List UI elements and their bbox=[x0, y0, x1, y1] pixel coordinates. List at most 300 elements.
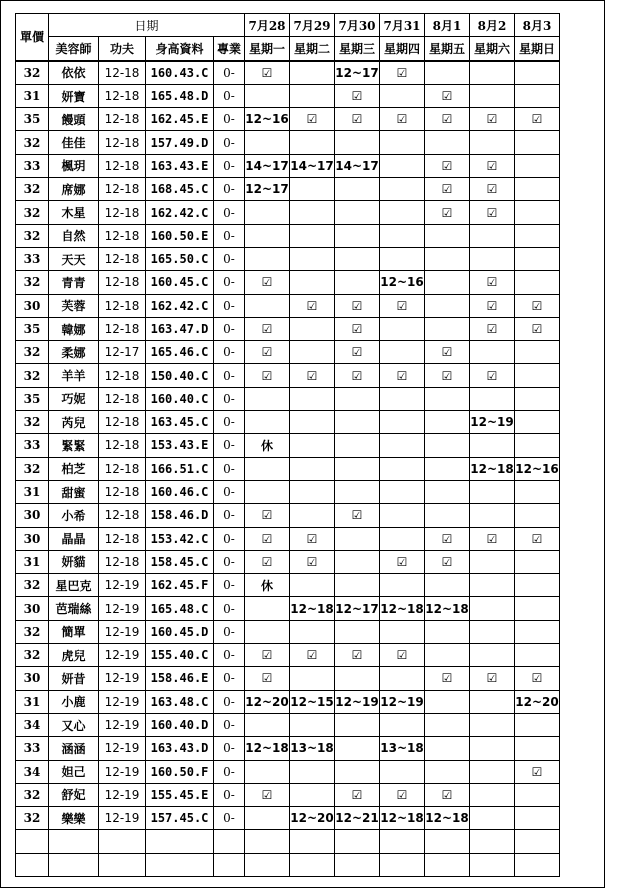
schedule-slot bbox=[380, 178, 425, 201]
header-beautician: 美容師 bbox=[49, 37, 99, 61]
price-cell: 30 bbox=[16, 597, 49, 620]
schedule-slot bbox=[515, 713, 560, 736]
schedule-slot: 12~18 bbox=[425, 597, 470, 620]
schedule-slot bbox=[470, 644, 515, 667]
schedule-slot bbox=[290, 387, 335, 410]
schedule-slot bbox=[290, 84, 335, 107]
price-cell: 34 bbox=[16, 760, 49, 783]
schedule-slot bbox=[515, 737, 560, 760]
schedule-slot: 12~17 bbox=[335, 597, 380, 620]
schedule-table bbox=[15, 13, 560, 877]
specialty-cell: 0- bbox=[214, 224, 245, 247]
table-row bbox=[16, 201, 560, 224]
kungfu-cell: 12-18 bbox=[99, 224, 146, 247]
schedule-slot: 12~16 bbox=[380, 271, 425, 294]
beautician-name: 青青 bbox=[49, 271, 99, 294]
header-date-group: 日期 bbox=[49, 14, 245, 37]
price-cell: 32 bbox=[16, 783, 49, 806]
beautician-name: 簡單 bbox=[49, 620, 99, 643]
schedule-slot bbox=[425, 387, 470, 410]
kungfu-cell: 12-18 bbox=[99, 434, 146, 457]
price-cell: 30 bbox=[16, 667, 49, 690]
kungfu-cell: 12-19 bbox=[99, 760, 146, 783]
table-row bbox=[16, 783, 560, 806]
header-weekday: 星期二 bbox=[290, 37, 335, 61]
specialty-cell: 0- bbox=[214, 294, 245, 317]
schedule-slot bbox=[425, 131, 470, 154]
schedule-slot bbox=[290, 411, 335, 434]
schedule-slot bbox=[335, 457, 380, 480]
empty-row bbox=[16, 830, 560, 853]
checkbox-icon: ☑ bbox=[335, 783, 380, 806]
table-row bbox=[16, 364, 560, 387]
schedule-slot bbox=[335, 550, 380, 573]
specialty-cell: 0- bbox=[214, 737, 245, 760]
price-cell: 30 bbox=[16, 294, 49, 317]
schedule-slot bbox=[290, 713, 335, 736]
schedule-slot: 14~17 bbox=[335, 154, 380, 177]
schedule-slot bbox=[335, 760, 380, 783]
empty-cell bbox=[335, 830, 380, 853]
price-cell: 35 bbox=[16, 317, 49, 340]
schedule-slot: 12~18 bbox=[425, 807, 470, 830]
schedule-slot: 12~16 bbox=[245, 108, 290, 131]
beautician-name: 虎兒 bbox=[49, 644, 99, 667]
checkbox-icon: ☑ bbox=[380, 364, 425, 387]
profile-cell: 157.49.D bbox=[146, 131, 214, 154]
profile-cell: 163.45.C bbox=[146, 411, 214, 434]
table-row bbox=[16, 317, 560, 340]
empty-cell bbox=[425, 853, 470, 876]
schedule-slot bbox=[290, 317, 335, 340]
empty-cell bbox=[99, 830, 146, 853]
schedule-slot: 休 bbox=[245, 434, 290, 457]
header-kungfu: 功夫 bbox=[99, 37, 146, 61]
checkbox-icon: ☑ bbox=[245, 667, 290, 690]
kungfu-cell: 12-18 bbox=[99, 411, 146, 434]
schedule-slot bbox=[380, 317, 425, 340]
schedule-slot bbox=[425, 690, 470, 713]
checkbox-icon: ☑ bbox=[290, 294, 335, 317]
table-row bbox=[16, 61, 560, 85]
schedule-slot bbox=[470, 224, 515, 247]
price-cell: 33 bbox=[16, 247, 49, 270]
header-weekday: 星期日 bbox=[515, 37, 560, 61]
schedule-slot bbox=[515, 620, 560, 643]
header-weekday: 星期五 bbox=[425, 37, 470, 61]
schedule-slot bbox=[470, 597, 515, 620]
beautician-name: 小希 bbox=[49, 504, 99, 527]
schedule-slot: 12~17 bbox=[335, 61, 380, 85]
schedule-slot bbox=[470, 247, 515, 270]
header-date: 7月31 bbox=[380, 14, 425, 37]
price-cell: 32 bbox=[16, 574, 49, 597]
schedule-slot bbox=[245, 247, 290, 270]
schedule-slot bbox=[515, 224, 560, 247]
schedule-slot bbox=[335, 574, 380, 597]
schedule-slot bbox=[470, 84, 515, 107]
schedule-slot bbox=[380, 131, 425, 154]
kungfu-cell: 12-19 bbox=[99, 737, 146, 760]
specialty-cell: 0- bbox=[214, 108, 245, 131]
specialty-cell: 0- bbox=[214, 667, 245, 690]
schedule-slot bbox=[335, 131, 380, 154]
table-row bbox=[16, 504, 560, 527]
profile-cell: 166.51.C bbox=[146, 457, 214, 480]
beautician-name: 星巴克 bbox=[49, 574, 99, 597]
schedule-slot bbox=[515, 131, 560, 154]
schedule-slot bbox=[245, 760, 290, 783]
price-cell: 30 bbox=[16, 527, 49, 550]
checkbox-icon: ☑ bbox=[245, 341, 290, 364]
checkbox-icon: ☑ bbox=[470, 108, 515, 131]
beautician-name: 晶晶 bbox=[49, 527, 99, 550]
schedule-slot bbox=[515, 61, 560, 85]
schedule-slot bbox=[470, 783, 515, 806]
checkbox-icon: ☑ bbox=[245, 783, 290, 806]
beautician-name: 柏芝 bbox=[49, 457, 99, 480]
schedule-slot bbox=[290, 434, 335, 457]
checkbox-icon: ☑ bbox=[380, 644, 425, 667]
empty-cell bbox=[245, 830, 290, 853]
schedule-slot bbox=[425, 737, 470, 760]
empty-cell bbox=[515, 853, 560, 876]
schedule-slot bbox=[290, 504, 335, 527]
header-date: 8月1 bbox=[425, 14, 470, 37]
schedule-slot bbox=[515, 550, 560, 573]
beautician-name: 緊緊 bbox=[49, 434, 99, 457]
empty-cell bbox=[49, 830, 99, 853]
kungfu-cell: 12-18 bbox=[99, 84, 146, 107]
schedule-slot bbox=[245, 84, 290, 107]
schedule-slot bbox=[380, 527, 425, 550]
checkbox-icon: ☑ bbox=[470, 178, 515, 201]
beautician-name: 妍貓 bbox=[49, 550, 99, 573]
price-cell: 35 bbox=[16, 387, 49, 410]
schedule-slot bbox=[515, 364, 560, 387]
price-cell: 35 bbox=[16, 108, 49, 131]
schedule-slot bbox=[425, 644, 470, 667]
price-cell: 31 bbox=[16, 690, 49, 713]
profile-cell: 160.45.D bbox=[146, 620, 214, 643]
checkbox-icon: ☑ bbox=[245, 317, 290, 340]
schedule-slot bbox=[335, 667, 380, 690]
schedule-slot bbox=[515, 504, 560, 527]
schedule-slot bbox=[290, 61, 335, 85]
kungfu-cell: 12-19 bbox=[99, 620, 146, 643]
kungfu-cell: 12-19 bbox=[99, 783, 146, 806]
checkbox-icon: ☑ bbox=[515, 760, 560, 783]
schedule-slot bbox=[515, 783, 560, 806]
price-cell: 32 bbox=[16, 807, 49, 830]
specialty-cell: 0- bbox=[214, 457, 245, 480]
specialty-cell: 0- bbox=[214, 387, 245, 410]
profile-cell: 163.48.C bbox=[146, 690, 214, 713]
specialty-cell: 0- bbox=[214, 271, 245, 294]
profile-cell: 157.45.C bbox=[146, 807, 214, 830]
beautician-name: 天天 bbox=[49, 247, 99, 270]
beautician-name: 依依 bbox=[49, 61, 99, 85]
checkbox-icon: ☑ bbox=[290, 364, 335, 387]
specialty-cell: 0- bbox=[214, 201, 245, 224]
profile-cell: 160.40.D bbox=[146, 713, 214, 736]
specialty-cell: 0- bbox=[214, 504, 245, 527]
checkbox-icon: ☑ bbox=[335, 504, 380, 527]
kungfu-cell: 12-19 bbox=[99, 644, 146, 667]
price-cell: 32 bbox=[16, 131, 49, 154]
checkbox-icon: ☑ bbox=[470, 364, 515, 387]
table-row bbox=[16, 294, 560, 317]
schedule-slot bbox=[335, 620, 380, 643]
profile-cell: 153.42.C bbox=[146, 527, 214, 550]
price-cell: 32 bbox=[16, 364, 49, 387]
checkbox-icon: ☑ bbox=[290, 644, 335, 667]
beautician-name: 柔娜 bbox=[49, 341, 99, 364]
schedule-slot: 休 bbox=[245, 574, 290, 597]
schedule-slot bbox=[470, 341, 515, 364]
checkbox-icon: ☑ bbox=[425, 154, 470, 177]
profile-cell: 163.43.D bbox=[146, 737, 214, 760]
table-row bbox=[16, 178, 560, 201]
checkbox-icon: ☑ bbox=[335, 294, 380, 317]
schedule-slot bbox=[380, 574, 425, 597]
schedule-slot bbox=[245, 713, 290, 736]
header-date: 7月28 bbox=[245, 14, 290, 37]
schedule-slot: 12~16 bbox=[515, 457, 560, 480]
checkbox-icon: ☑ bbox=[470, 154, 515, 177]
specialty-cell: 0- bbox=[214, 247, 245, 270]
checkbox-icon: ☑ bbox=[425, 550, 470, 573]
header-profile: 身高資料 bbox=[146, 37, 214, 61]
empty-cell bbox=[380, 830, 425, 853]
empty-cell bbox=[16, 853, 49, 876]
profile-cell: 163.43.E bbox=[146, 154, 214, 177]
schedule-slot bbox=[290, 201, 335, 224]
checkbox-icon: ☑ bbox=[245, 504, 290, 527]
checkbox-icon: ☑ bbox=[470, 271, 515, 294]
beautician-name: 佳佳 bbox=[49, 131, 99, 154]
kungfu-cell: 12-18 bbox=[99, 364, 146, 387]
schedule-slot: 13~18 bbox=[290, 737, 335, 760]
schedule-slot bbox=[335, 387, 380, 410]
profile-cell: 155.40.C bbox=[146, 644, 214, 667]
schedule-slot bbox=[515, 247, 560, 270]
profile-cell: 165.50.C bbox=[146, 247, 214, 270]
table-row bbox=[16, 457, 560, 480]
specialty-cell: 0- bbox=[214, 61, 245, 85]
beautician-name: 巧妮 bbox=[49, 387, 99, 410]
checkbox-icon: ☑ bbox=[425, 108, 470, 131]
table-row bbox=[16, 574, 560, 597]
header-price: 單價 bbox=[16, 14, 49, 61]
profile-cell: 160.43.C bbox=[146, 61, 214, 85]
kungfu-cell: 12-18 bbox=[99, 457, 146, 480]
schedule-slot bbox=[470, 760, 515, 783]
checkbox-icon: ☑ bbox=[380, 61, 425, 85]
checkbox-icon: ☑ bbox=[335, 317, 380, 340]
price-cell: 33 bbox=[16, 737, 49, 760]
price-cell: 34 bbox=[16, 713, 49, 736]
kungfu-cell: 12-18 bbox=[99, 131, 146, 154]
profile-cell: 163.47.D bbox=[146, 317, 214, 340]
table-row bbox=[16, 341, 560, 364]
header-specialty: 專業 bbox=[214, 37, 245, 61]
table-row bbox=[16, 84, 560, 107]
schedule-slot bbox=[515, 434, 560, 457]
schedule-slot bbox=[380, 480, 425, 503]
schedule-slot bbox=[515, 807, 560, 830]
specialty-cell: 0- bbox=[214, 84, 245, 107]
schedule-slot bbox=[290, 271, 335, 294]
checkbox-icon: ☑ bbox=[335, 644, 380, 667]
profile-cell: 155.45.E bbox=[146, 783, 214, 806]
schedule-slot bbox=[290, 760, 335, 783]
checkbox-icon: ☑ bbox=[290, 550, 335, 573]
schedule-slot bbox=[245, 480, 290, 503]
kungfu-cell: 12-19 bbox=[99, 597, 146, 620]
kungfu-cell: 12-18 bbox=[99, 247, 146, 270]
kungfu-cell: 12-18 bbox=[99, 201, 146, 224]
beautician-name: 楓玥 bbox=[49, 154, 99, 177]
price-cell: 32 bbox=[16, 341, 49, 364]
header-weekday: 星期六 bbox=[470, 37, 515, 61]
price-cell: 32 bbox=[16, 201, 49, 224]
empty-cell bbox=[16, 830, 49, 853]
schedule-slot bbox=[515, 178, 560, 201]
kungfu-cell: 12-18 bbox=[99, 108, 146, 131]
schedule-slot bbox=[515, 387, 560, 410]
schedule-slot bbox=[425, 247, 470, 270]
checkbox-icon: ☑ bbox=[425, 178, 470, 201]
profile-cell: 162.42.C bbox=[146, 201, 214, 224]
schedule-slot bbox=[290, 620, 335, 643]
checkbox-icon: ☑ bbox=[425, 84, 470, 107]
price-cell: 31 bbox=[16, 550, 49, 573]
empty-cell bbox=[515, 830, 560, 853]
beautician-name: 饅頭 bbox=[49, 108, 99, 131]
kungfu-cell: 12-18 bbox=[99, 480, 146, 503]
price-cell: 32 bbox=[16, 61, 49, 85]
table-row bbox=[16, 644, 560, 667]
schedule-slot bbox=[335, 247, 380, 270]
price-cell: 32 bbox=[16, 178, 49, 201]
schedule-slot bbox=[335, 201, 380, 224]
kungfu-cell: 12-19 bbox=[99, 713, 146, 736]
schedule-slot bbox=[335, 434, 380, 457]
schedule-slot bbox=[470, 387, 515, 410]
checkbox-icon: ☑ bbox=[470, 294, 515, 317]
beautician-name: 芮兒 bbox=[49, 411, 99, 434]
kungfu-cell: 12-18 bbox=[99, 271, 146, 294]
schedule-slot bbox=[515, 271, 560, 294]
beautician-name: 妍寶 bbox=[49, 84, 99, 107]
specialty-cell: 0- bbox=[214, 480, 245, 503]
schedule-slot bbox=[470, 737, 515, 760]
schedule-slot bbox=[425, 434, 470, 457]
checkbox-icon: ☑ bbox=[425, 201, 470, 224]
checkbox-icon: ☑ bbox=[425, 364, 470, 387]
profile-cell: 160.50.E bbox=[146, 224, 214, 247]
empty-cell bbox=[99, 853, 146, 876]
checkbox-icon: ☑ bbox=[425, 667, 470, 690]
beautician-name: 甜蜜 bbox=[49, 480, 99, 503]
schedule-slot bbox=[425, 760, 470, 783]
schedule-slot bbox=[380, 84, 425, 107]
kungfu-cell: 12-18 bbox=[99, 387, 146, 410]
checkbox-icon: ☑ bbox=[515, 667, 560, 690]
specialty-cell: 0- bbox=[214, 620, 245, 643]
schedule-slot bbox=[425, 620, 470, 643]
schedule-slot: 12~18 bbox=[290, 597, 335, 620]
schedule-slot: 14~17 bbox=[290, 154, 335, 177]
schedule-slot bbox=[515, 411, 560, 434]
schedule-slot: 12~19 bbox=[380, 690, 425, 713]
empty-row bbox=[16, 853, 560, 876]
empty-cell bbox=[214, 830, 245, 853]
checkbox-icon: ☑ bbox=[245, 527, 290, 550]
beautician-name: 韓娜 bbox=[49, 317, 99, 340]
schedule-slot bbox=[470, 574, 515, 597]
profile-cell: 150.40.C bbox=[146, 364, 214, 387]
header-weekday: 星期三 bbox=[335, 37, 380, 61]
schedule-slot bbox=[380, 434, 425, 457]
schedule-slot: 12~18 bbox=[380, 597, 425, 620]
schedule-slot: 12~18 bbox=[245, 737, 290, 760]
profile-cell: 160.50.F bbox=[146, 760, 214, 783]
beautician-name: 芙蓉 bbox=[49, 294, 99, 317]
table-row bbox=[16, 807, 560, 830]
schedule-slot: 12~17 bbox=[245, 178, 290, 201]
specialty-cell: 0- bbox=[214, 574, 245, 597]
specialty-cell: 0- bbox=[214, 341, 245, 364]
specialty-cell: 0- bbox=[214, 364, 245, 387]
table-row bbox=[16, 550, 560, 573]
checkbox-icon: ☑ bbox=[470, 667, 515, 690]
schedule-slot bbox=[380, 341, 425, 364]
beautician-name: 涵涵 bbox=[49, 737, 99, 760]
price-cell: 31 bbox=[16, 84, 49, 107]
profile-cell: 162.42.C bbox=[146, 294, 214, 317]
schedule-slot bbox=[380, 201, 425, 224]
profile-cell: 160.45.C bbox=[146, 271, 214, 294]
checkbox-icon: ☑ bbox=[290, 108, 335, 131]
table-row bbox=[16, 597, 560, 620]
schedule-slot bbox=[245, 201, 290, 224]
kungfu-cell: 12-19 bbox=[99, 667, 146, 690]
header-weekday: 星期一 bbox=[245, 37, 290, 61]
schedule-slot bbox=[380, 387, 425, 410]
empty-cell bbox=[146, 830, 214, 853]
table-row bbox=[16, 108, 560, 131]
schedule-slot: 12~20 bbox=[290, 807, 335, 830]
table-row bbox=[16, 131, 560, 154]
schedule-slot bbox=[245, 387, 290, 410]
price-cell: 33 bbox=[16, 154, 49, 177]
schedule-slot bbox=[290, 783, 335, 806]
table-row bbox=[16, 480, 560, 503]
specialty-cell: 0- bbox=[214, 783, 245, 806]
schedule-slot bbox=[470, 690, 515, 713]
schedule-slot bbox=[425, 480, 470, 503]
schedule-slot bbox=[290, 131, 335, 154]
schedule-slot bbox=[425, 271, 470, 294]
beautician-name: 自然 bbox=[49, 224, 99, 247]
kungfu-cell: 12-18 bbox=[99, 504, 146, 527]
schedule-slot: 12~21 bbox=[335, 807, 380, 830]
profile-cell: 165.48.D bbox=[146, 84, 214, 107]
checkbox-icon: ☑ bbox=[470, 201, 515, 224]
empty-cell bbox=[425, 830, 470, 853]
